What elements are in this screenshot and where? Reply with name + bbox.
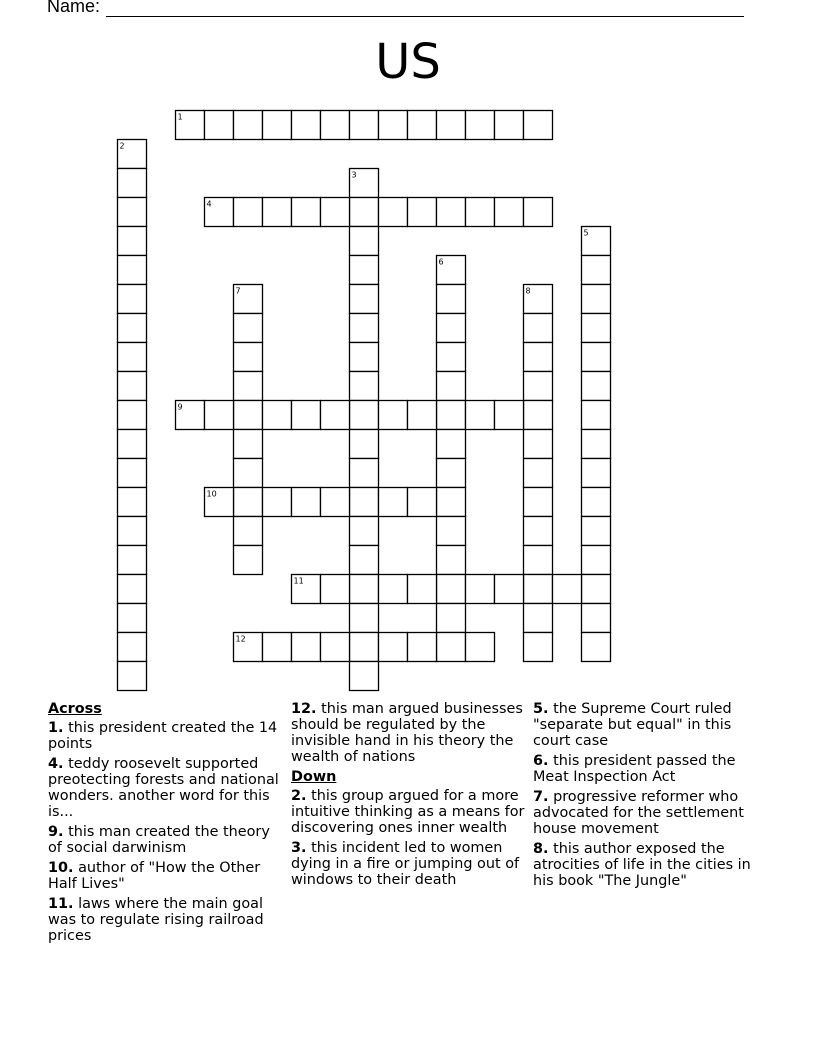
- grid-cell[interactable]: [524, 517, 553, 546]
- name-label: Name:: [47, 0, 101, 16]
- cell-number: 7: [235, 286, 241, 296]
- grid-cell[interactable]: [118, 459, 147, 488]
- grid-cell[interactable]: [118, 285, 147, 314]
- across-clue: [291, 701, 527, 765]
- cell-number: 3: [351, 170, 357, 180]
- clue-number: 11.: [48, 896, 74, 912]
- grid-cell[interactable]: [524, 459, 553, 488]
- down-clue: [533, 789, 773, 837]
- down-heading: Down: [291, 769, 337, 785]
- grid-cell[interactable]: [582, 459, 611, 488]
- down-clue: [291, 788, 527, 836]
- grid-cell[interactable]: [408, 198, 437, 227]
- grid-cell[interactable]: [118, 430, 147, 459]
- grid-cell[interactable]: [118, 372, 147, 401]
- grid-cell[interactable]: [350, 401, 379, 430]
- grid-cell[interactable]: [437, 401, 466, 430]
- grid-cell[interactable]: [118, 662, 147, 691]
- grid-cell[interactable]: [118, 343, 147, 372]
- grid-cell[interactable]: [524, 111, 553, 140]
- grid-cell[interactable]: [495, 198, 524, 227]
- clues-column-2: [291, 701, 527, 892]
- grid-cell[interactable]: [437, 372, 466, 401]
- grid-cell[interactable]: [118, 314, 147, 343]
- grid-cell[interactable]: [524, 343, 553, 372]
- grid-cell[interactable]: [553, 575, 582, 604]
- across-clue: [48, 860, 284, 892]
- grid-cell[interactable]: [321, 198, 350, 227]
- grid-cell[interactable]: [234, 488, 263, 517]
- grid-cell[interactable]: [350, 227, 379, 256]
- grid-cell[interactable]: [437, 459, 466, 488]
- clue-number: 7.: [533, 789, 549, 805]
- grid-cell[interactable]: [321, 633, 350, 662]
- grid-cell[interactable]: [582, 546, 611, 575]
- grid-cell[interactable]: [582, 256, 611, 285]
- grid-cell[interactable]: [205, 111, 234, 140]
- clue-number: 5.: [533, 701, 549, 717]
- grid-cell[interactable]: [263, 633, 292, 662]
- grid-cell[interactable]: [437, 604, 466, 633]
- grid-cell[interactable]: [437, 198, 466, 227]
- across-clue: [48, 756, 284, 820]
- grid-cell[interactable]: [466, 575, 495, 604]
- cell-number: 2: [119, 141, 125, 151]
- grid-cell[interactable]: [321, 575, 350, 604]
- grid-cell[interactable]: [524, 430, 553, 459]
- grid-cell[interactable]: [437, 546, 466, 575]
- grid-cell[interactable]: [321, 488, 350, 517]
- clue-number: 6.: [533, 753, 549, 769]
- grid-cell[interactable]: [437, 517, 466, 546]
- cell-number: 12: [235, 634, 246, 644]
- cell-number: 11: [293, 576, 304, 586]
- grid-cell[interactable]: [437, 575, 466, 604]
- clue-text: this author exposed the atrocities of life in the cities in his book "The Jungle": [533, 841, 751, 889]
- grid-cell[interactable]: [321, 401, 350, 430]
- grid-cell[interactable]: [379, 111, 408, 140]
- grid-cell[interactable]: [408, 575, 437, 604]
- grid-cell[interactable]: [234, 517, 263, 546]
- grid-cell[interactable]: [118, 546, 147, 575]
- grid-cell[interactable]: [524, 575, 553, 604]
- grid-cell[interactable]: [118, 198, 147, 227]
- grid-cell[interactable]: [408, 633, 437, 662]
- across-clue: [48, 896, 284, 944]
- across-clue: [48, 720, 284, 752]
- grid-cell[interactable]: [118, 227, 147, 256]
- grid-cell[interactable]: [582, 343, 611, 372]
- grid-cell[interactable]: [350, 575, 379, 604]
- grid-cell[interactable]: [118, 633, 147, 662]
- grid-cell[interactable]: [379, 198, 408, 227]
- clue-text: this man created the theory of social darwinism: [48, 824, 270, 856]
- cell-number: 5: [583, 228, 589, 238]
- clue-number: 4.: [48, 756, 64, 772]
- grid-cell[interactable]: [118, 401, 147, 430]
- down-clue: [533, 753, 773, 785]
- grid-cell[interactable]: [234, 430, 263, 459]
- down-clue: [533, 701, 773, 749]
- grid-cell[interactable]: [437, 314, 466, 343]
- down-clue: [291, 840, 527, 888]
- cell-number: 6: [438, 257, 444, 267]
- grid-cell[interactable]: [118, 256, 147, 285]
- grid-cell[interactable]: [379, 575, 408, 604]
- grid-cell[interactable]: [582, 575, 611, 604]
- cell-number: 8: [525, 286, 531, 296]
- grid-cell[interactable]: [350, 198, 379, 227]
- grid-cell[interactable]: [205, 401, 234, 430]
- grid-cell[interactable]: [524, 198, 553, 227]
- grid-cell[interactable]: [524, 633, 553, 662]
- cell-number: 10: [206, 489, 217, 499]
- grid-cell[interactable]: [466, 198, 495, 227]
- clue-number: 2.: [291, 788, 307, 804]
- grid-cell[interactable]: [263, 111, 292, 140]
- grid-cell[interactable]: [495, 401, 524, 430]
- clues-column-1: [48, 701, 284, 948]
- grid-cell[interactable]: [466, 401, 495, 430]
- grid-cell[interactable]: [292, 633, 321, 662]
- grid-cell[interactable]: [379, 401, 408, 430]
- grid-cell[interactable]: [437, 488, 466, 517]
- grid-cell[interactable]: [437, 430, 466, 459]
- clue-number: 3.: [291, 840, 307, 856]
- grid-cell[interactable]: [582, 604, 611, 633]
- grid-cell[interactable]: [350, 314, 379, 343]
- cell-number: 4: [206, 199, 212, 209]
- clue-text: the Supreme Court ruled "separate but equal" in this court case: [533, 701, 732, 749]
- grid-cell[interactable]: [263, 198, 292, 227]
- grid-cell[interactable]: [350, 633, 379, 662]
- grid-cell[interactable]: [495, 575, 524, 604]
- grid-cell[interactable]: [118, 604, 147, 633]
- grid-cell[interactable]: [379, 633, 408, 662]
- grid-cell[interactable]: [582, 633, 611, 662]
- grid-cell[interactable]: [350, 256, 379, 285]
- grid-cell[interactable]: [582, 488, 611, 517]
- grid-cell[interactable]: [350, 662, 379, 691]
- grid-cell[interactable]: [118, 169, 147, 198]
- grid-cell[interactable]: [350, 111, 379, 140]
- clue-text: this man argued businesses should be regulated by the invisible hand in his theory the wealth of nations: [291, 701, 523, 765]
- grid-cell[interactable]: [582, 430, 611, 459]
- grid-cell[interactable]: [350, 285, 379, 314]
- grid-cell[interactable]: [466, 111, 495, 140]
- clue-number: 1.: [48, 720, 64, 736]
- grid-cell[interactable]: [408, 401, 437, 430]
- clue-text: laws where the main goal was to regulate rising railroad prices: [48, 896, 264, 944]
- down-clue: [533, 841, 773, 889]
- grid-cell[interactable]: [234, 459, 263, 488]
- puzzle-title: US: [375, 34, 441, 90]
- clue-text: progressive reformer who advocated for the settlement house movement: [533, 789, 744, 837]
- grid-cell[interactable]: [350, 343, 379, 372]
- clue-number: 8.: [533, 841, 549, 857]
- grid-cell[interactable]: [437, 285, 466, 314]
- grid-cell[interactable]: [292, 488, 321, 517]
- clue-number: 10.: [48, 860, 74, 876]
- grid-cell[interactable]: [263, 401, 292, 430]
- grid-cell[interactable]: [263, 488, 292, 517]
- grid-cell[interactable]: [118, 575, 147, 604]
- grid-cell[interactable]: [437, 111, 466, 140]
- grid-cell[interactable]: [524, 314, 553, 343]
- grid-cell[interactable]: [582, 401, 611, 430]
- clue-text: this president created the 14 points: [48, 720, 278, 752]
- grid-cell[interactable]: [582, 285, 611, 314]
- grid-cell[interactable]: [292, 401, 321, 430]
- across-clue: [48, 824, 284, 856]
- grid-cell[interactable]: [234, 314, 263, 343]
- across-heading: Across: [48, 701, 102, 717]
- clue-number: 9.: [48, 824, 64, 840]
- clue-text: teddy roosevelt supported preotecting forests and national wonders. another word for this is...: [48, 756, 279, 820]
- cell-number: 9: [177, 402, 183, 412]
- grid-cell[interactable]: [234, 401, 263, 430]
- grid-cell[interactable]: [234, 343, 263, 372]
- clue-text: author of "How the Other Half Lives": [48, 860, 261, 892]
- grid-cell[interactable]: [292, 111, 321, 140]
- grid-cell[interactable]: [524, 488, 553, 517]
- clues-column-3: [533, 701, 773, 893]
- clue-text: this group argued for a more intuitive thinking as a means for discovering ones inner wealth: [291, 788, 525, 836]
- grid-cell[interactable]: [408, 111, 437, 140]
- grid-cell[interactable]: [350, 604, 379, 633]
- grid-cell[interactable]: [234, 372, 263, 401]
- grid-cell[interactable]: [379, 488, 408, 517]
- grid-cell[interactable]: [466, 633, 495, 662]
- grid-cell[interactable]: [408, 488, 437, 517]
- grid-cell[interactable]: [437, 633, 466, 662]
- grid-cell[interactable]: [582, 517, 611, 546]
- grid-cell[interactable]: [234, 546, 263, 575]
- grid-cell[interactable]: [350, 546, 379, 575]
- grid-cell[interactable]: [524, 604, 553, 633]
- grid-cell[interactable]: [350, 459, 379, 488]
- grid-cell[interactable]: [524, 372, 553, 401]
- grid-cell[interactable]: [292, 198, 321, 227]
- grid-cell[interactable]: [350, 488, 379, 517]
- grid-cell[interactable]: [321, 111, 350, 140]
- grid-cell[interactable]: [437, 343, 466, 372]
- grid-cell[interactable]: [118, 488, 147, 517]
- grid-cell[interactable]: [350, 372, 379, 401]
- grid-cell[interactable]: [350, 517, 379, 546]
- grid-cell[interactable]: [118, 517, 147, 546]
- clue-number: 12.: [291, 701, 317, 717]
- grid-cell[interactable]: [350, 430, 379, 459]
- grid-cell[interactable]: [582, 372, 611, 401]
- grid-cell[interactable]: [524, 401, 553, 430]
- grid-cell[interactable]: [524, 546, 553, 575]
- grid-cell[interactable]: [495, 111, 524, 140]
- clue-text: this president passed the Meat Inspection Act: [533, 753, 736, 785]
- clue-text: this incident led to women dying in a fire or jumping out of windows to their death: [291, 840, 520, 888]
- cell-number: 1: [177, 112, 183, 122]
- grid-cell[interactable]: [582, 314, 611, 343]
- grid-cell[interactable]: [234, 198, 263, 227]
- grid-cell[interactable]: [234, 111, 263, 140]
